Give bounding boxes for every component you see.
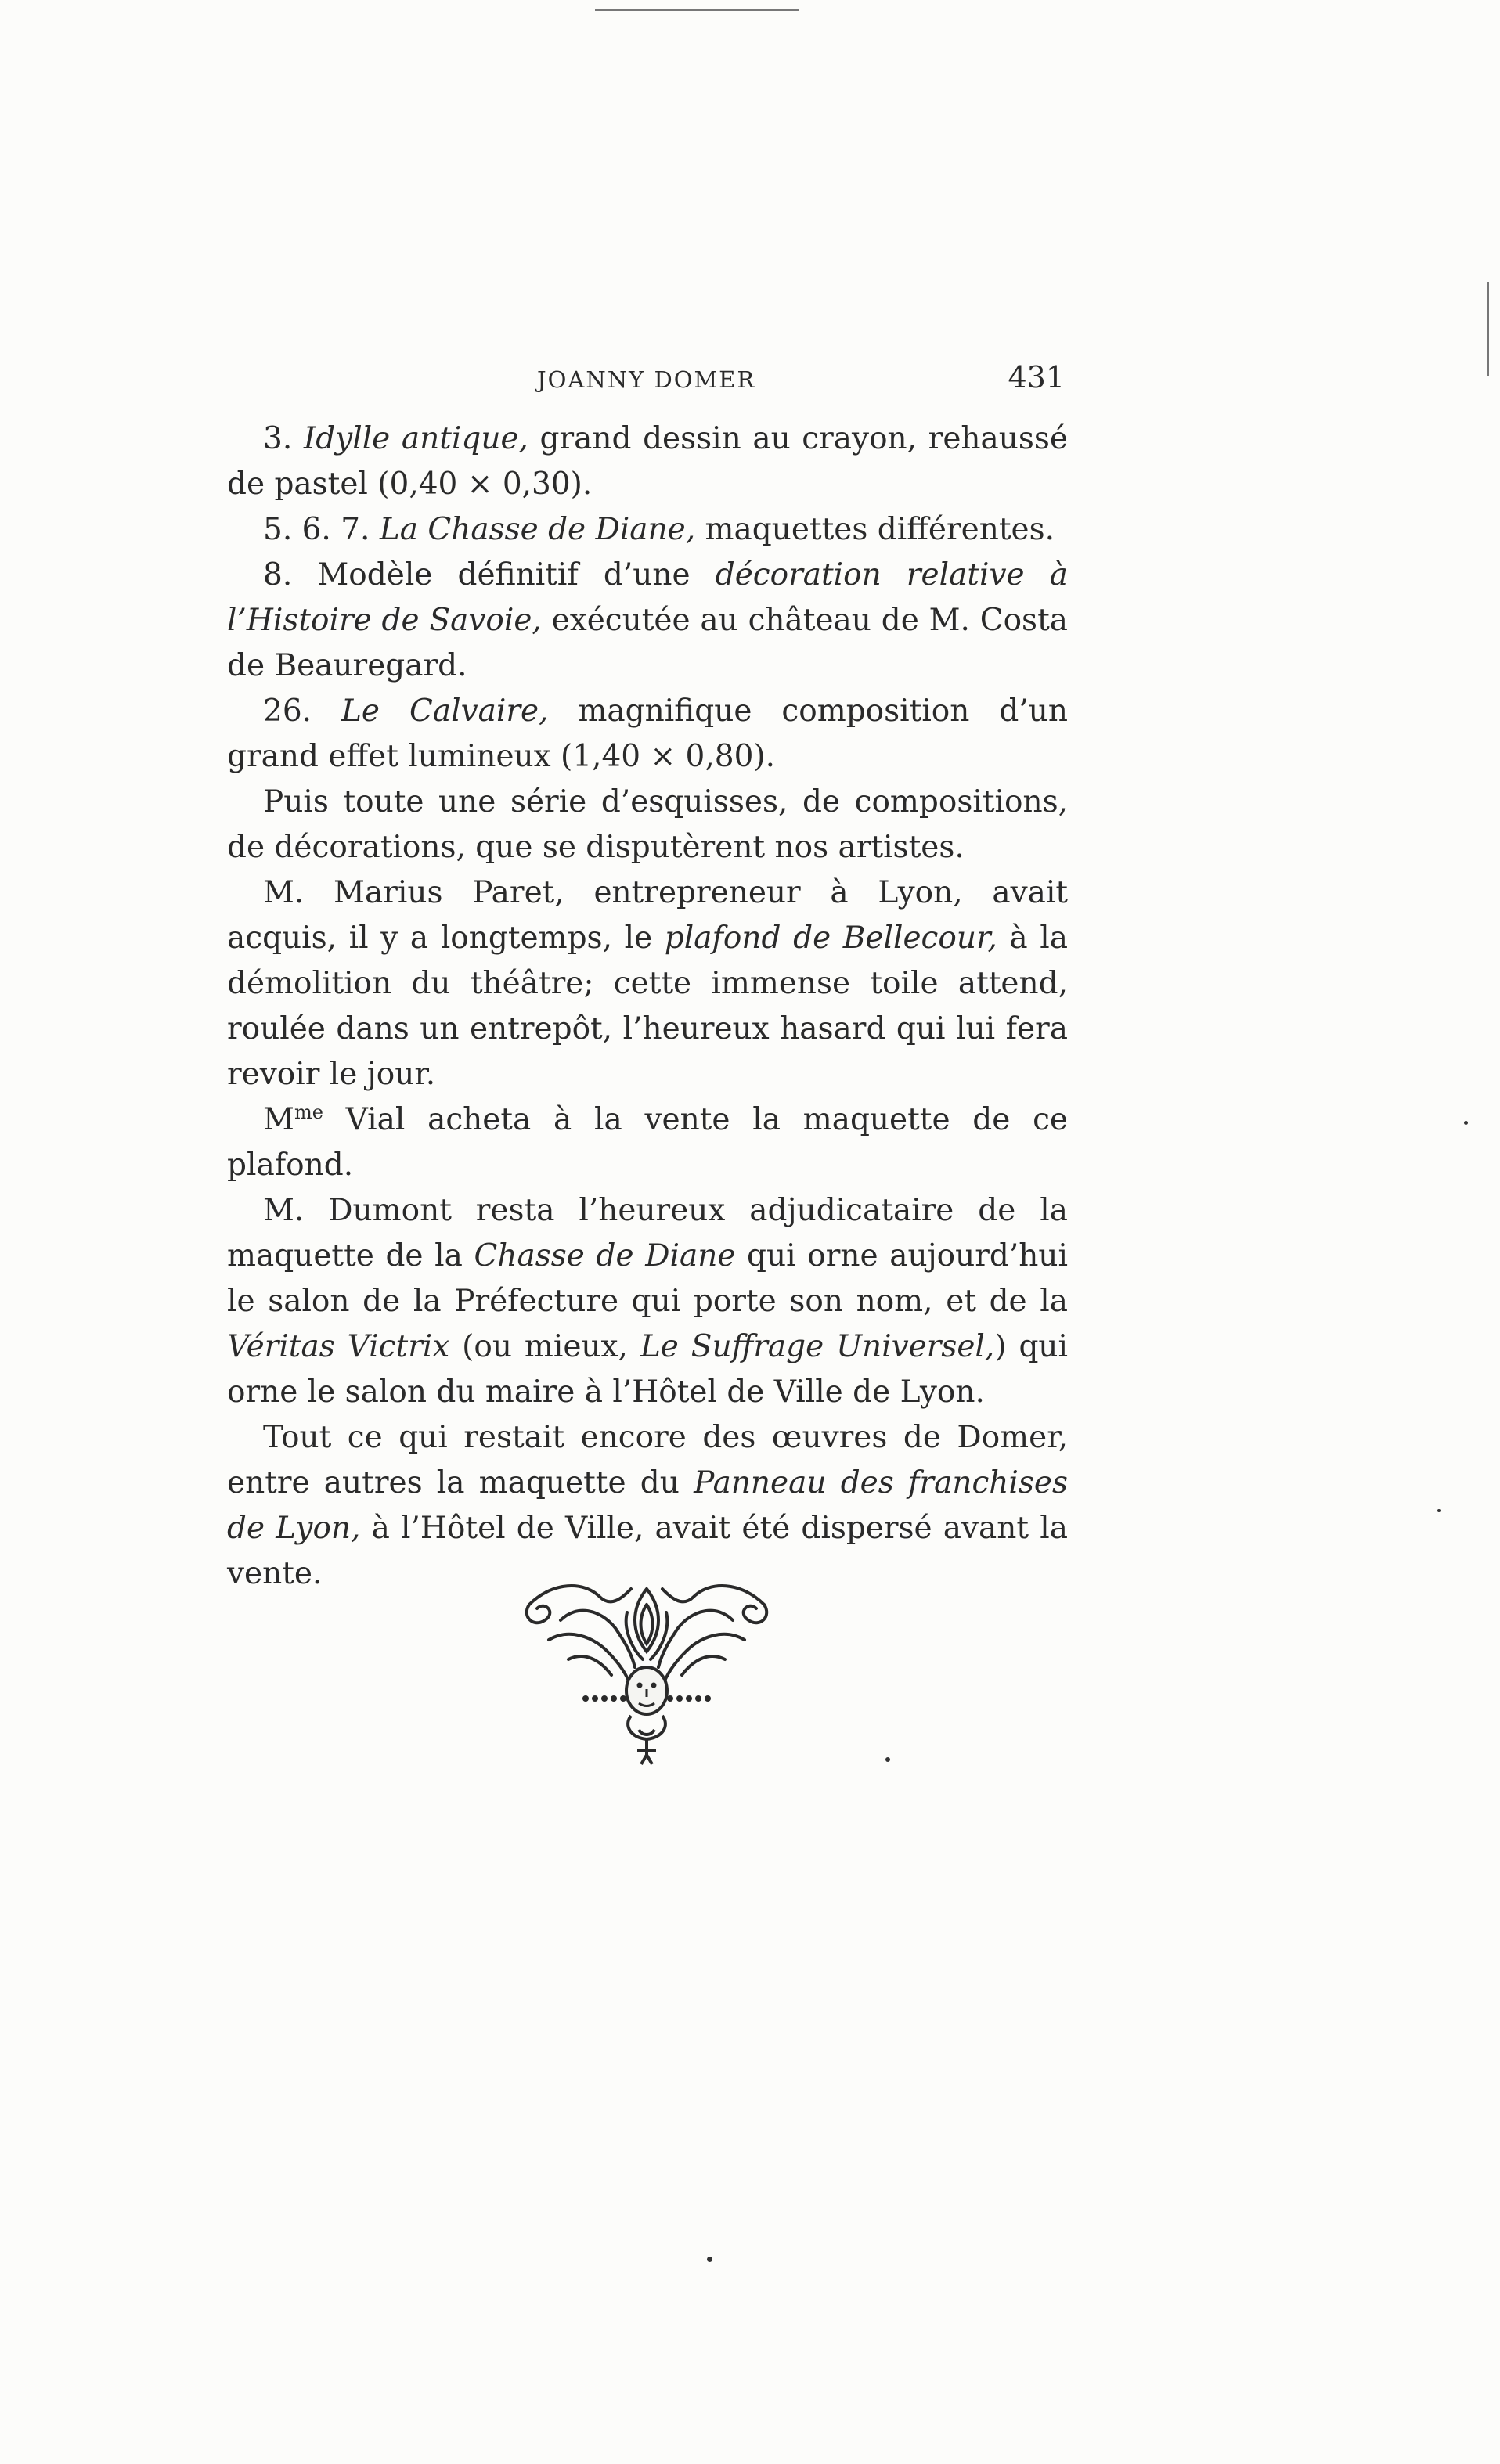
running-head bbox=[227, 358, 1068, 398]
fleuron-tailpiece-icon bbox=[514, 1573, 780, 1769]
catalog-entry-26: 26. Le Calvaire, magnifique composition d’un grand effet lumineux (1,40 × 0,80). bbox=[227, 693, 1068, 774]
paragraph-paret: M. Marius Paret, entrepreneur à Lyon, avait acquis, il y a longtemps, le plafond de Bellecour, à la démolition du théâtre; cette immense toile attend, roulée dans un entrepôt, l’heureux hasard qui lui fera revoir le jour. bbox=[227, 875, 1068, 1092]
paragraph-dispersal: Tout ce qui restait encore des œuvres de Domer, entre autres la maquette du Panneau des franchises de Lyon, à l’Hôtel de Ville, avait été dispersé avant la vente. bbox=[227, 1420, 1068, 1591]
catalog-entry-3: 3. Idylle antique, grand dessin au crayon, rehaussé de pastel (0,40 × 0,30). bbox=[227, 421, 1068, 502]
body-text bbox=[227, 416, 1068, 1597]
running-title: JOANNY DOMER bbox=[537, 366, 756, 393]
scan-speck bbox=[707, 2257, 712, 2262]
catalog-entry-5-6-7: 5. 6. 7. La Chasse de Diane, maquettes différentes. bbox=[263, 512, 1055, 547]
paragraph-dumont: M. Dumont resta l’heureux adjudicataire de la maquette de la Chasse de Diane qui orne aujourd’hui le salon de la Préfecture qui porte son nom, et de la Véritas Victrix (ou mieux, Le Suffrage Universel,) qui orne le salon du maire à l’Hôtel de Ville de Lyon. bbox=[227, 1193, 1068, 1410]
scan-speck bbox=[1464, 1121, 1468, 1125]
paragraph-vial: $M^{me}$ Vial acheta à la vente la maquette de ce plafond. bbox=[227, 1101, 1068, 1183]
scan-edge-line bbox=[1487, 282, 1489, 376]
catalog-entry-8: 8. Modèle définitif d’une décoration relative à l’Histoire de Savoie, exécutée au château de M. Costa de Beauregard. bbox=[227, 557, 1069, 683]
scan-speck bbox=[1437, 1509, 1441, 1512]
scan-speck bbox=[885, 1757, 890, 1762]
scan-edge-line bbox=[595, 9, 799, 11]
paragraph-sketches: Puis toute une série d’esquisses, de compositions, de décorations, que se disputèrent nos artistes. bbox=[227, 784, 1068, 865]
page-number: 431 bbox=[1008, 360, 1065, 394]
